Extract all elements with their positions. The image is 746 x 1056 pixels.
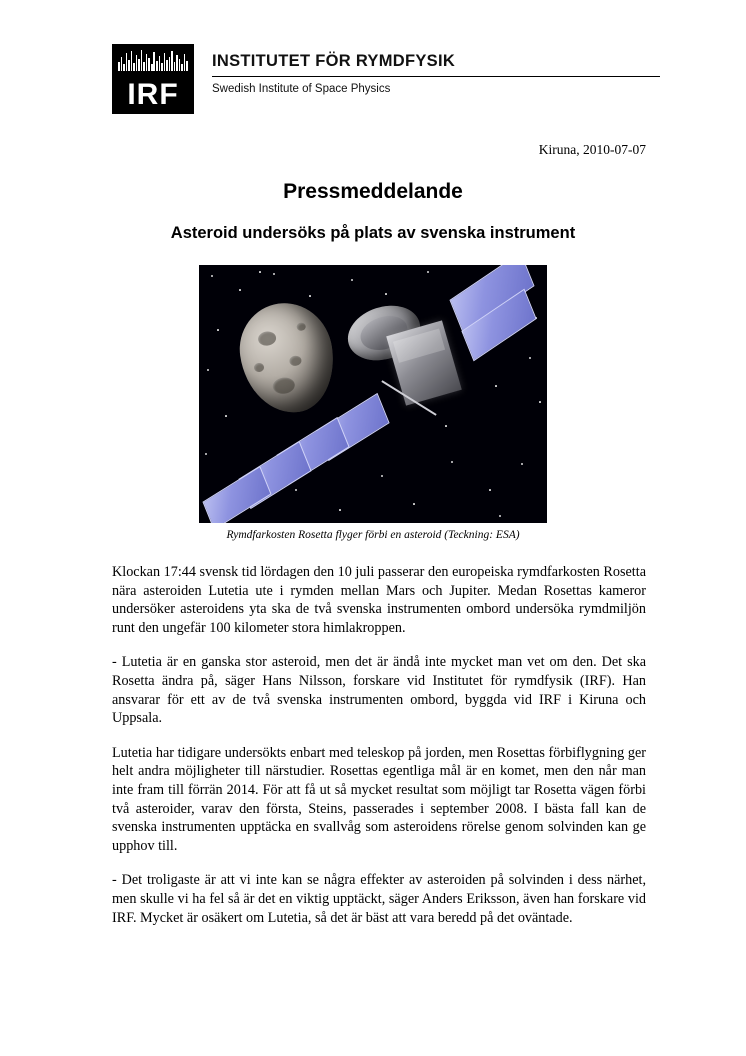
logo-wordmark: IRF — [127, 78, 179, 111]
irf-logo — [112, 44, 194, 114]
page-subtitle: Asteroid undersöks på plats av svenska instrument — [170, 224, 576, 242]
header-divider — [212, 76, 660, 77]
spacecraft-body — [386, 320, 462, 405]
organization-subtitle: Swedish Institute of Space Physics — [212, 83, 391, 95]
rosetta-asteroid-illustration — [199, 265, 547, 523]
solar-panel — [202, 466, 271, 523]
paragraph: - Lutetia är en ganska stor asteroid, men det är ändå inte mycket man vet om den. Det ska Rosetta ändra på, säger Hans Nilsson, forskare vid Institutet för rymdfysik (IRF). Han ansvarar för ett av de två svenska instrumenten ombord, byggda vid IRF i Kiruna och Uppsala. — [112, 654, 646, 727]
page-title: Pressmeddelande — [283, 180, 463, 203]
body-text — [112, 563, 646, 927]
dateline: Kiruna, 2010-07-07 — [538, 142, 646, 157]
figure — [0, 265, 746, 541]
logo-bars-icon — [118, 49, 188, 71]
asteroid-lutetia — [234, 297, 340, 419]
figure-caption: Rymdfarkosten Rosetta flyger förbi en asteroid (Teckning: ESA) — [226, 529, 520, 541]
paragraph: - Det troligaste är att vi inte kan se några effekter av asteroiden på solvinden i dess närhet, men skulle vi ha fel så är det en viktig upptäckt, säger Anders Eriksson, även han forskare vid IRF. Mycket är osäkert om Lutetia, så det är bäst att vara beredd på det oväntade. — [112, 872, 646, 926]
header-titles — [212, 44, 746, 95]
document-header — [0, 0, 746, 114]
organization-name: INSTITUTET FÖR RYMDFYSIK — [212, 52, 456, 70]
paragraph: Lutetia har tidigare undersökts enbart med teleskop på jorden, men Rosettas förbiflygning ger helt andra möjligheter till närstudier. Rosettas egentliga mål är en komet, men den når man inte fram till förrän 2014. För att få ut så mycket resultat som möjligt tar Rosetta vägen förbi två asteroider, varav den första, Steins, passerades i september 2008. I bästa fall kan de svenska instrumenten upptäcka en svallvåg som asteroidens rörelse genom solvinden kan ge upphov till. — [112, 744, 646, 854]
paragraph: Klockan 17:44 svensk tid lördagen den 10 juli passerar den europeiska rymdfarkosten Rosetta nära asteroiden Lutetia ute i rymden mellan Mars och Jupiter. Medan Rosettas kameror undersöker asteroidens yta ska de två svenska instrumenten ombord undersöka rymdmiljön runt den ungefär 100 kilometer stora himlakroppen. — [112, 564, 646, 636]
